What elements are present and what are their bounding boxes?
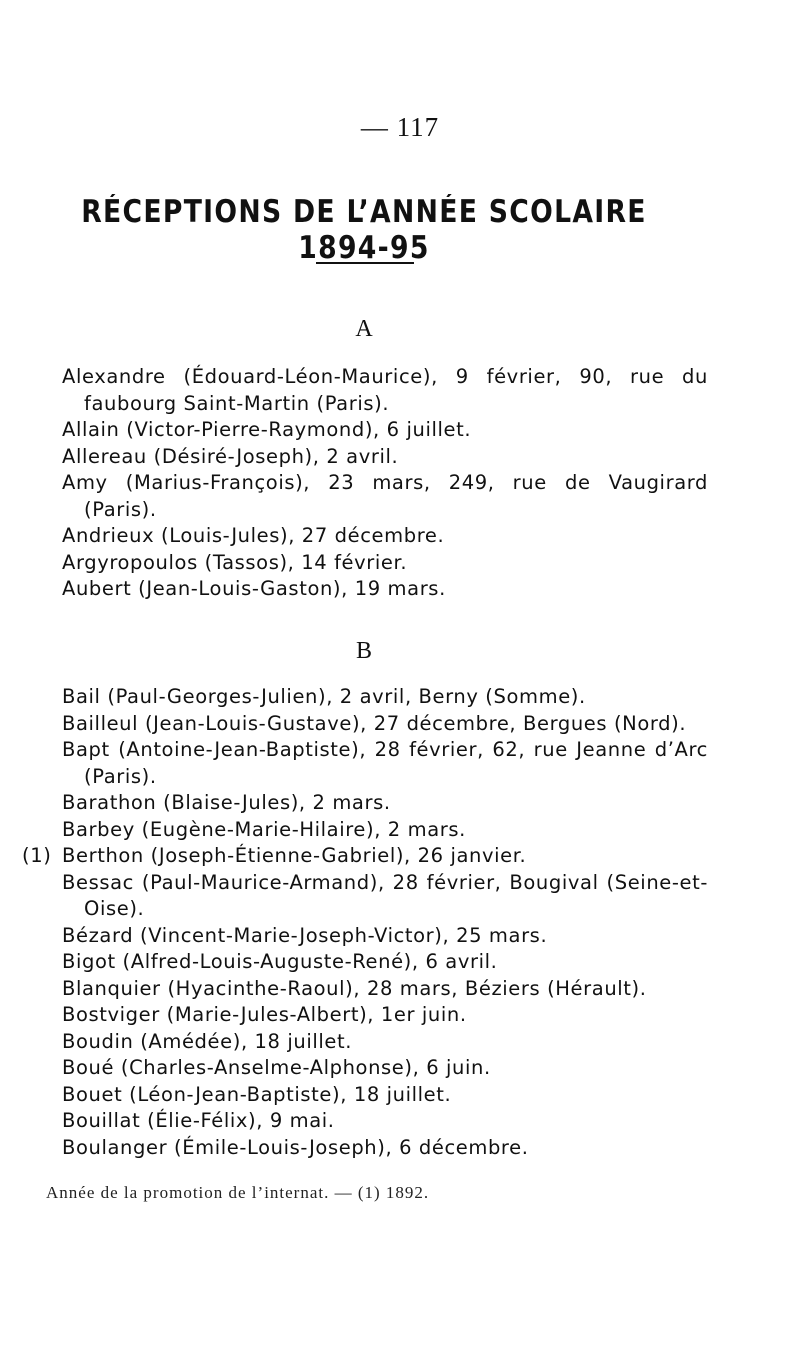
entry-list-a (62, 364, 708, 603)
list-item: Bézard (Vincent-Marie-Joseph-Victor), 25 mars. (62, 923, 548, 947)
section-letter-a: A (355, 316, 373, 342)
list-item: Amy (Marius-François), 23 mars, 249, rue de Vaugirard (Paris). (62, 471, 708, 521)
list-item: Allain (Victor-Pierre-Raymond), 6 juillet. (62, 418, 472, 441)
list-item: Blanquier (Hyacinthe-Raoul), 28 mars, Béziers (Hérault). (62, 976, 647, 1000)
section-letter-b: B (355, 638, 372, 664)
list-item: Bessac (Paul-Maurice-Armand), 28 février, Bougival (Seine-et-Oise). (62, 870, 708, 920)
list-item: Bostviger (Marie-Jules-Albert), 1er juin. (62, 1003, 467, 1026)
entry-text: Berthon (Joseph-Étienne-Gabriel), 26 janvier. (62, 844, 527, 867)
list-item: Bouillat (Élie-Félix), 9 mai. (62, 1109, 335, 1132)
list-item: Andrieux (Louis-Jules), 27 décembre. (62, 524, 445, 547)
footnote-marker: (1) (22, 844, 52, 867)
list-item: Allereau (Désiré-Joseph), 2 avril. (62, 444, 399, 468)
list-item: Barathon (Blaise-Jules), 2 mars. (62, 791, 391, 814)
list-item: Boudin (Amédée), 18 juillet. (62, 1029, 353, 1053)
list-item: Bailleul (Jean-Louis-Gustave), 27 décembre, Bergues (Nord). (62, 711, 687, 735)
page-number: — 117 (360, 112, 440, 142)
footnote: Année de la promotion de l’internat. — (1) 1892. (46, 1183, 430, 1202)
list-item: Aubert (Jean-Louis-Gaston), 19 mars. (62, 577, 446, 600)
list-item: Boué (Charles-Anselme-Alphonse), 6 juin. (62, 1056, 491, 1079)
list-item: Alexandre (Édouard-Léon-Maurice), 9 février, 90, rue du faubourg Saint-Martin (Paris). (62, 365, 708, 415)
list-item: Bail (Paul-Georges-Julien), 2 avril, Berny (Somme). (62, 685, 586, 708)
entry-list-b (22, 684, 708, 1161)
list-item: Bigot (Alfred-Louis-Auguste-René), 6 avril. (62, 950, 498, 973)
list-item (22, 843, 708, 870)
title-divider (316, 262, 414, 264)
list-item: Bouet (Léon-Jean-Baptiste), 18 juillet. (62, 1082, 452, 1106)
list-item: Boulanger (Émile-Louis-Joseph), 6 décembre. (62, 1135, 529, 1159)
list-item: Barbey (Eugène-Marie-Hilaire), 2 mars. (62, 817, 466, 841)
list-item: Bapt (Antoine-Jean-Baptiste), 28 février, 62, rue Jeanne d’Arc (Paris). (62, 738, 708, 788)
page-title: RÉCEPTIONS DE L’ANNÉE SCOLAIRE 1894-95 (81, 194, 647, 266)
list-item: Argyropoulos (Tassos), 14 février. (62, 550, 408, 574)
